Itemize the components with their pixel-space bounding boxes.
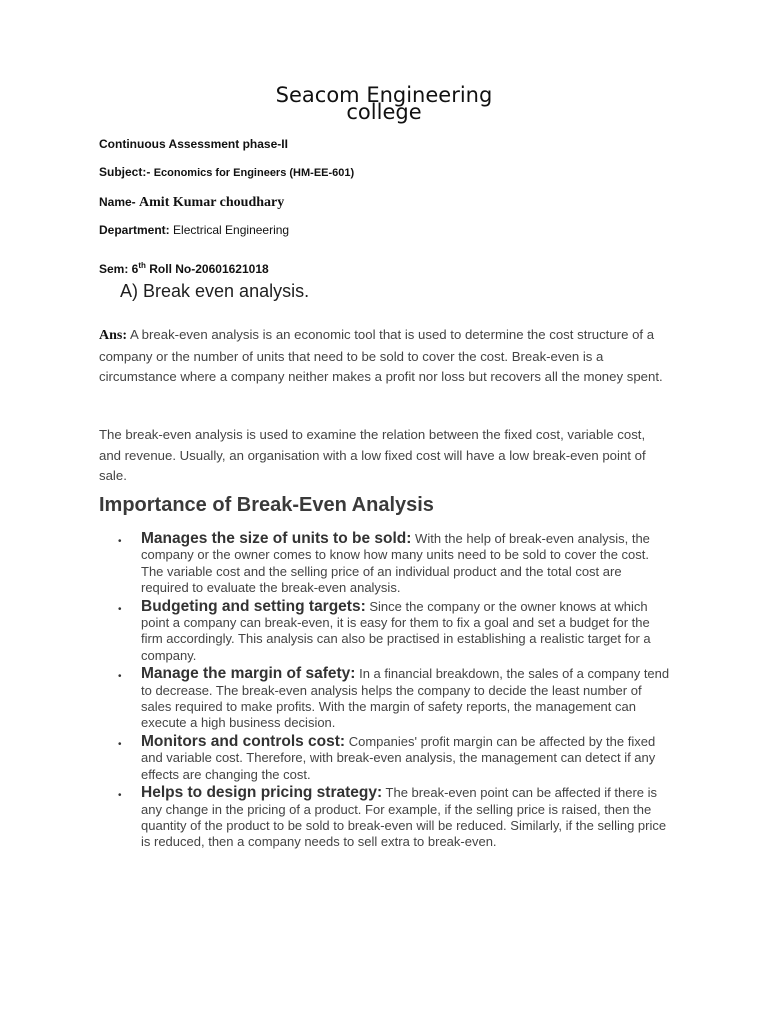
bullet-icon: • bbox=[118, 536, 122, 547]
question-heading: A) Break even analysis. bbox=[120, 281, 310, 301]
list-item bbox=[118, 666, 670, 732]
item-text: In a financial breakdown, the sales of a company tend to decrease. The break-even analysis helps the company to decide the least number of sales required to make profits. With the margin of safety reports, the management can execute a high business decision. bbox=[141, 666, 670, 731]
item-title: Manage the margin of safety: bbox=[141, 665, 356, 683]
item-text: With the help of break-even analysis, the company or the owner comes to know how many units need to be sold to cover the cost. The variable cost and the selling price of an individual product and the total cost are required to evaluate the break-even analysis. bbox=[141, 531, 650, 596]
name-value: Amit Kumar choudhary bbox=[139, 195, 285, 210]
bullet-icon: • bbox=[118, 671, 122, 683]
department-line bbox=[99, 223, 289, 237]
sem-superscript: th bbox=[138, 261, 146, 270]
answer-paragraph-2 bbox=[99, 425, 669, 487]
item-title: Budgeting and setting targets: bbox=[141, 597, 366, 615]
subject-line bbox=[99, 165, 354, 179]
list-item bbox=[118, 599, 670, 665]
bullet-icon: • bbox=[118, 790, 122, 802]
importance-list bbox=[118, 531, 670, 853]
list-item bbox=[118, 785, 670, 851]
title-line-2: college bbox=[346, 100, 422, 124]
department-value: Electrical Engineering bbox=[173, 223, 290, 237]
subject-value: Economics for Engineers (HM-EE-601) bbox=[153, 167, 355, 179]
name-label: Name- bbox=[99, 195, 136, 209]
assessment-line bbox=[99, 137, 288, 151]
importance-heading: Importance of Break-Even Analysis bbox=[99, 494, 434, 516]
item-text: The break-even point can be affected if there is any change in the pricing of a product. For example, if the selling price is raised, then the quantity of the product to be sold to break-even will be reduced. Similarly, if the selling price is reduced, then a company needs to sell extra to break-even. bbox=[141, 785, 667, 850]
department-label: Department: bbox=[99, 223, 170, 237]
sem-roll-line bbox=[99, 261, 269, 276]
item-text: Since the company or the owner knows at which point a company can break-even, it is easy for them to fix a goal and set a budget for the firm accordingly. This analysis can also be practised in establishing a realistic target for a company. bbox=[141, 598, 651, 663]
item-title: Helps to design pricing strategy: bbox=[141, 784, 383, 802]
answer-paragraph-1 bbox=[99, 325, 669, 388]
item-title: Monitors and controls cost: bbox=[141, 732, 346, 750]
item-title: Manages the size of units to be sold: bbox=[141, 530, 412, 547]
ans-label: Ans: bbox=[99, 328, 128, 343]
list-item bbox=[118, 531, 670, 597]
roll-number: Roll No-20601621018 bbox=[149, 262, 269, 276]
answer-text-1: A break-even analysis is an economic tool that is used to determine the cost structure of a company or the number of units that need to be sold to cover the cost. Break-even is a circumstance where a company neither makes a profit nor loss but recovers all the money spent. bbox=[99, 327, 663, 384]
bullet-icon: • bbox=[118, 603, 122, 615]
bullet-icon: • bbox=[118, 738, 122, 750]
title-line-1: Seacom Engineering bbox=[275, 83, 493, 107]
sem-label: Sem: 6 bbox=[99, 262, 139, 276]
subject-label: Subject:- bbox=[99, 165, 151, 179]
list-item bbox=[118, 734, 670, 783]
name-line bbox=[99, 195, 284, 211]
answer-text-2: The break-even analysis is used to examine the relation between the fixed cost, variable cost, and revenue. Usually, an organisation with a low fixed cost will have a low break-even point of sale. bbox=[99, 427, 646, 483]
assessment-label: Continuous Assessment phase-II bbox=[99, 137, 288, 151]
item-text: Companies' profit margin can be affected by the fixed and variable cost. Therefore, with break-even analysis, the management can detect if any effects are changing the cost. bbox=[141, 733, 656, 782]
